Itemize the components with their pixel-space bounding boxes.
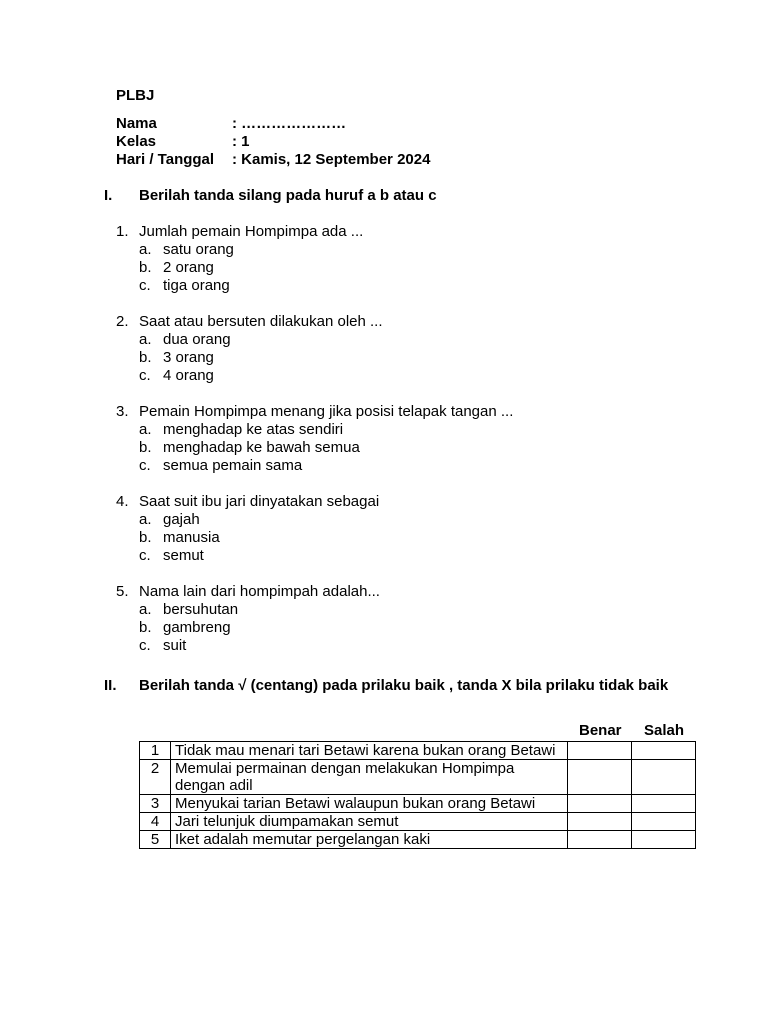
question-4 [116, 493, 513, 565]
salah-cell[interactable] [632, 813, 696, 831]
option-a[interactable] [116, 601, 513, 619]
option-b[interactable] [116, 349, 513, 367]
question-5 [116, 583, 513, 655]
row-number: 2 [140, 760, 171, 795]
question-number: 2. [116, 313, 129, 330]
field-hari-tanggal [116, 151, 430, 169]
table-row [140, 742, 696, 760]
question-1 [116, 223, 513, 295]
benar-cell[interactable] [568, 795, 632, 813]
section-number: II. [104, 677, 117, 694]
option-text: satu orang [163, 241, 234, 258]
table-row [140, 831, 696, 849]
option-letter: c. [139, 367, 151, 384]
option-text: menghadap ke atas sendiri [163, 421, 344, 438]
question-number: 4. [116, 493, 129, 510]
question-number: 1. [116, 223, 129, 240]
option-text: dua orang [163, 331, 231, 348]
option-letter: a. [139, 511, 152, 528]
field-label: Kelas [116, 133, 157, 150]
question-text: Saat suit ibu jari dinyatakan sebagai [139, 493, 380, 510]
question-text: Jumlah pemain Hompimpa ada ... [139, 223, 364, 240]
field-label: Nama [116, 115, 157, 132]
question-stem [116, 583, 513, 601]
question-list [116, 223, 513, 673]
option-text: suit [163, 637, 187, 654]
header-fields [116, 115, 430, 169]
field-label: Hari / Tanggal [116, 151, 215, 168]
question-stem [116, 493, 513, 511]
option-letter: b. [139, 619, 152, 636]
question-text: Pemain Hompimpa menang jika posisi telapak tangan ... [139, 403, 514, 420]
option-c[interactable] [116, 457, 513, 475]
option-a[interactable] [116, 241, 513, 259]
salah-cell[interactable] [632, 760, 696, 795]
option-a[interactable] [116, 421, 513, 439]
option-letter: b. [139, 439, 152, 456]
column-header-salah: Salah [644, 722, 685, 739]
statement-text: Iket adalah memutar pergelangan kaki [171, 831, 568, 849]
salah-cell[interactable] [632, 742, 696, 760]
option-letter: b. [139, 529, 152, 546]
field-nama [116, 115, 430, 133]
option-c[interactable] [116, 547, 513, 565]
option-b[interactable] [116, 439, 513, 457]
statement-table [139, 741, 696, 849]
row-number: 4 [140, 813, 171, 831]
field-value: : Kamis, 12 September 2024 [232, 151, 431, 168]
option-letter: a. [139, 601, 152, 618]
option-text: 4 orang [163, 367, 214, 384]
benar-cell[interactable] [568, 742, 632, 760]
option-letter: b. [139, 259, 152, 276]
row-number: 5 [140, 831, 171, 849]
option-c[interactable] [116, 367, 513, 385]
statement-text: Tidak mau menari tari Betawi karena bukan orang Betawi [171, 742, 568, 760]
salah-cell[interactable] [632, 831, 696, 849]
option-text: manusia [163, 529, 220, 546]
option-text: gambreng [163, 619, 231, 636]
option-c[interactable] [116, 277, 513, 295]
option-text: gajah [163, 511, 200, 528]
page-title: PLBJ [116, 87, 155, 104]
option-c[interactable] [116, 637, 513, 655]
option-letter: c. [139, 277, 151, 294]
section-number: I. [104, 187, 113, 204]
option-a[interactable] [116, 511, 513, 529]
field-kelas [116, 133, 430, 151]
option-letter: c. [139, 457, 151, 474]
statement-text: Jari telunjuk diumpamakan semut [171, 813, 568, 831]
row-number: 1 [140, 742, 171, 760]
option-a[interactable] [116, 331, 513, 349]
benar-cell[interactable] [568, 831, 632, 849]
question-stem [116, 403, 513, 421]
table-row [140, 760, 696, 795]
option-text: tiga orang [163, 277, 230, 294]
question-3 [116, 403, 513, 475]
option-text: 3 orang [163, 349, 214, 366]
statement-text: Menyukai tarian Betawi walaupun bukan orang Betawi [171, 795, 568, 813]
column-header-benar: Benar [579, 722, 622, 739]
option-letter: c. [139, 637, 151, 654]
row-number: 3 [140, 795, 171, 813]
question-2 [116, 313, 513, 385]
question-stem [116, 313, 513, 331]
question-stem [116, 223, 513, 241]
question-number: 5. [116, 583, 129, 600]
option-letter: a. [139, 241, 152, 258]
option-text: semua pemain sama [163, 457, 303, 474]
section-title: Berilah tanda silang pada huruf a b atau c [139, 187, 437, 204]
field-value: : 1 [232, 133, 250, 150]
question-number: 3. [116, 403, 129, 420]
salah-cell[interactable] [632, 795, 696, 813]
benar-cell[interactable] [568, 813, 632, 831]
option-text: bersuhutan [163, 601, 239, 618]
option-text: 2 orang [163, 259, 214, 276]
table-row [140, 795, 696, 813]
question-text: Nama lain dari hompimpah adalah... [139, 583, 380, 600]
option-b[interactable] [116, 529, 513, 547]
question-text: Saat atau bersuten dilakukan oleh ... [139, 313, 383, 330]
table-row [140, 813, 696, 831]
section-title: Berilah tanda √ (centang) pada prilaku baik , tanda X bila prilaku tidak baik [139, 677, 669, 694]
option-b[interactable] [116, 259, 513, 277]
option-letter: a. [139, 331, 152, 348]
option-letter: b. [139, 349, 152, 366]
benar-cell[interactable] [568, 760, 632, 795]
field-value: : ………………… [232, 115, 347, 132]
option-letter: c. [139, 547, 151, 564]
option-text: semut [163, 547, 204, 564]
option-b[interactable] [116, 619, 513, 637]
option-text: menghadap ke bawah semua [163, 439, 360, 456]
statement-text: Memulai permainan dengan melakukan Hompimpa dengan adil [171, 760, 568, 795]
option-letter: a. [139, 421, 152, 438]
